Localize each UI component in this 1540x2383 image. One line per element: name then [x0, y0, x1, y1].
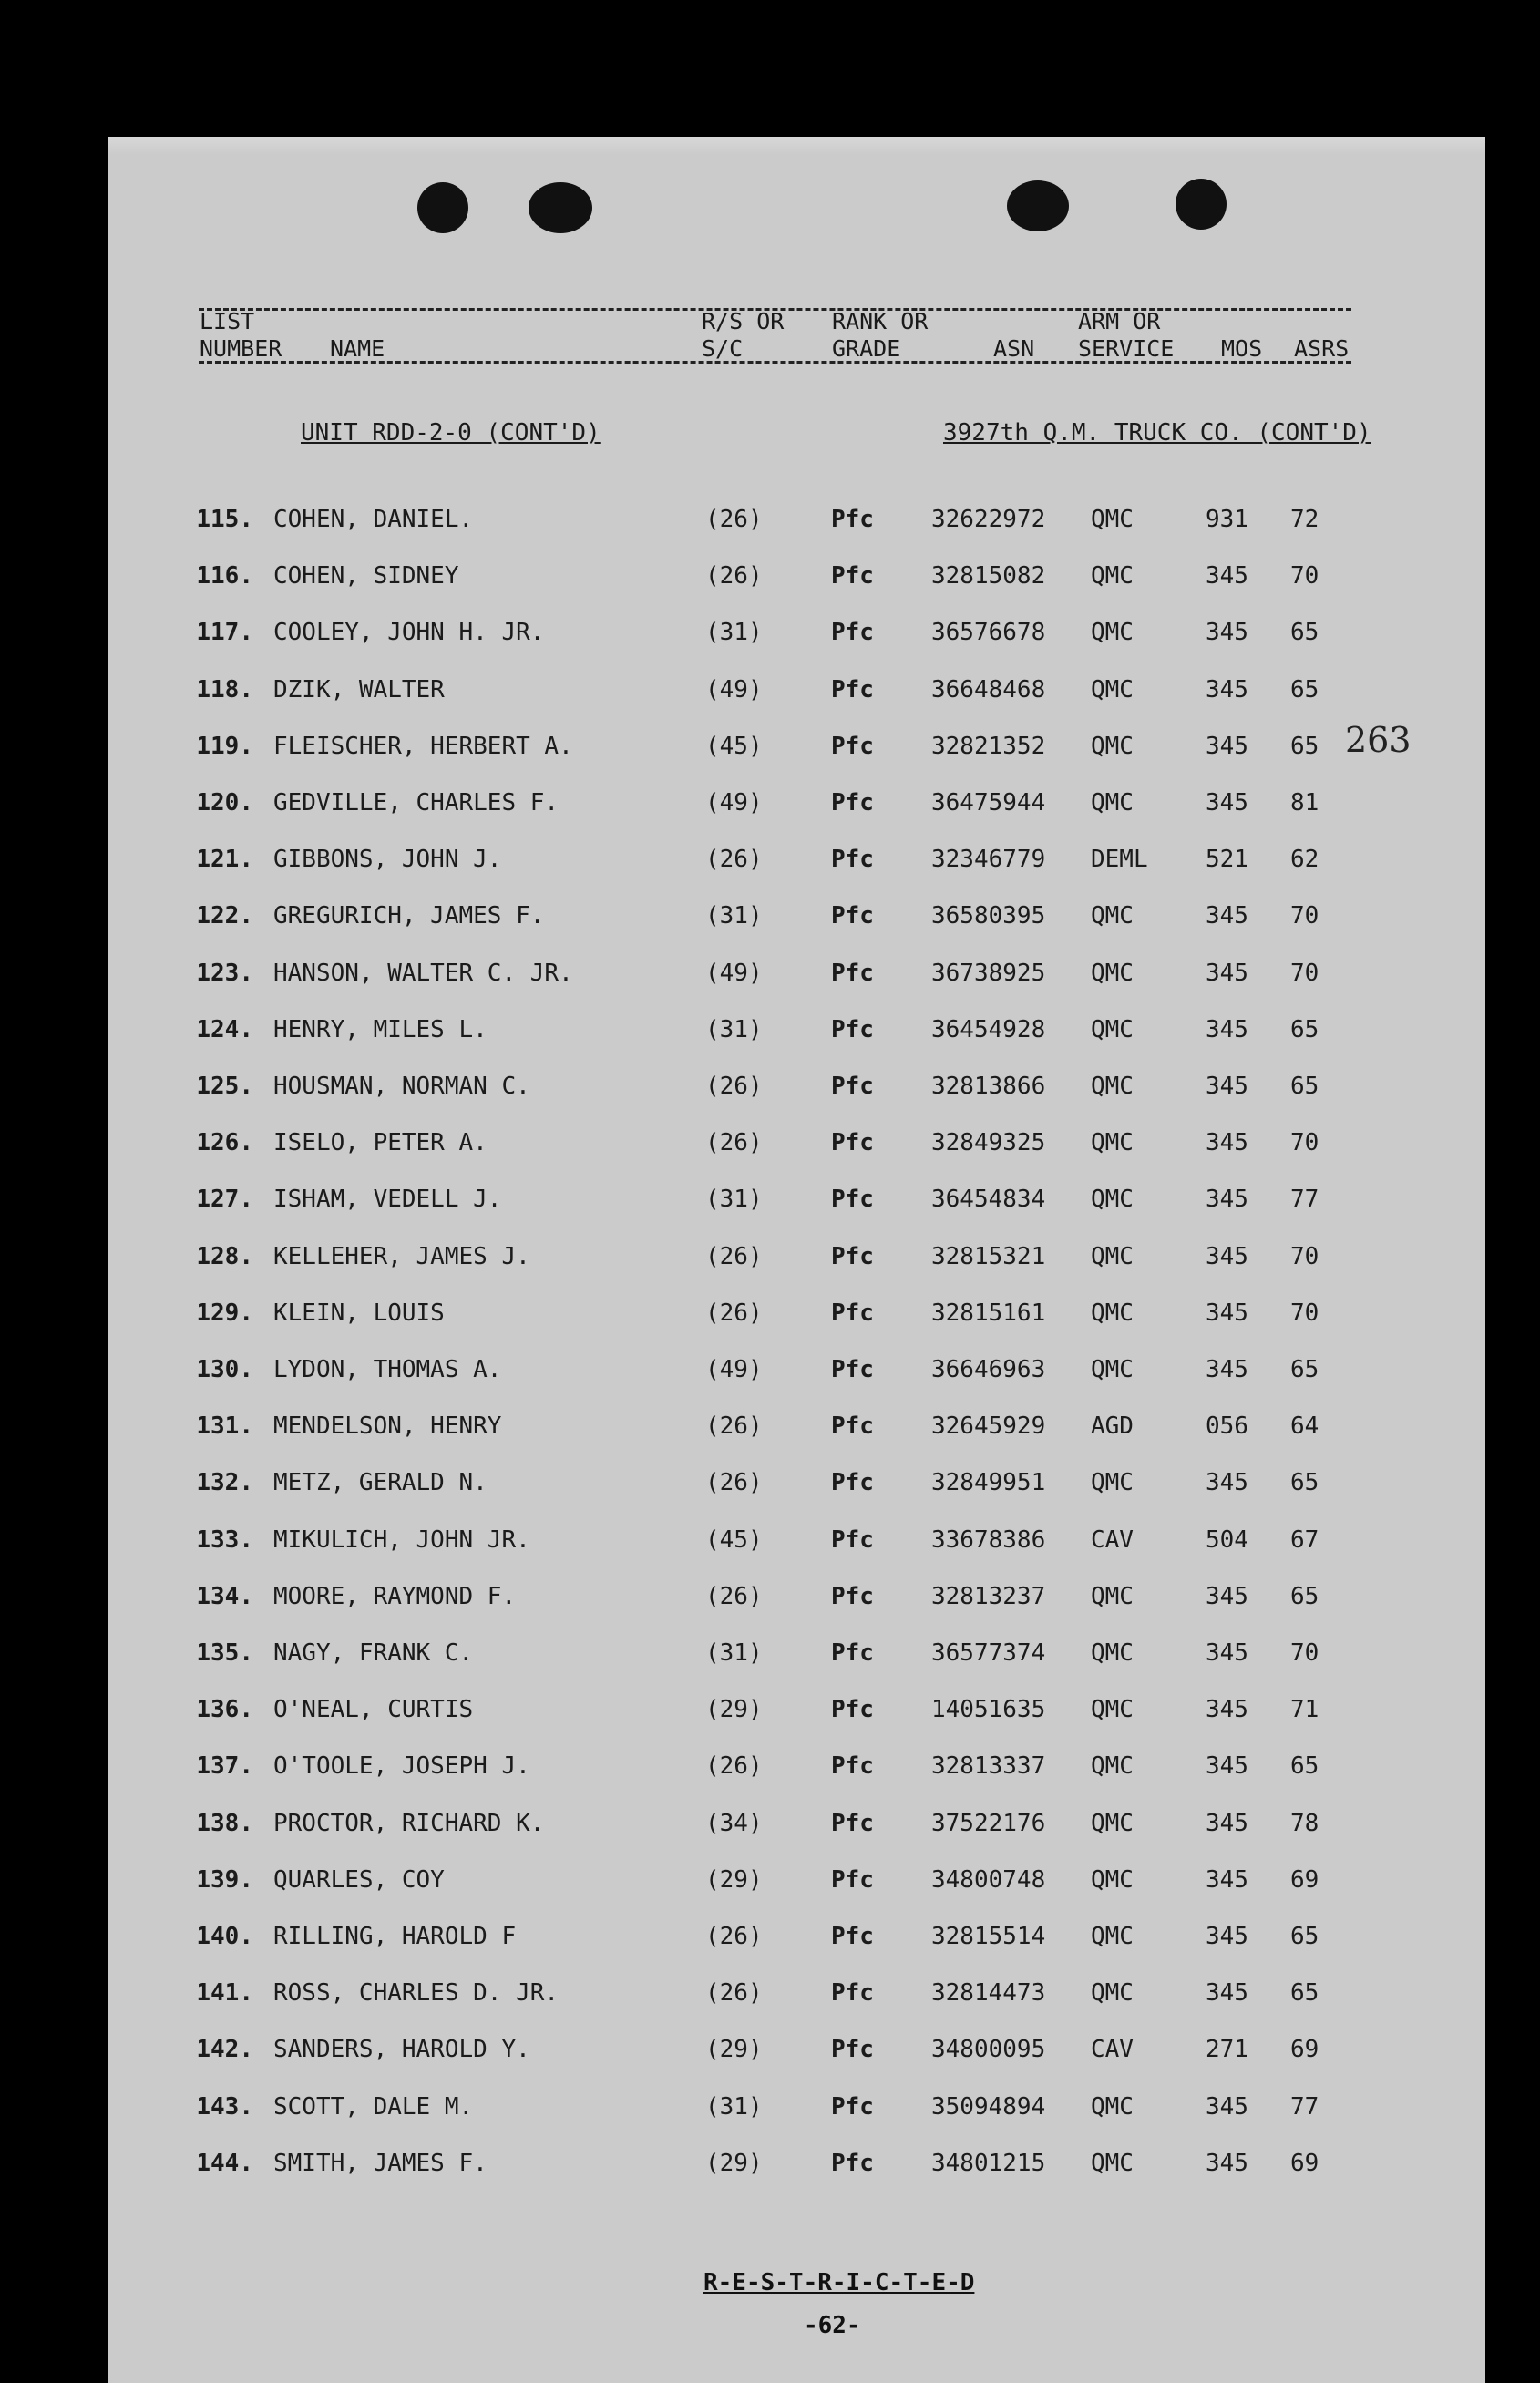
- row-rs: (26): [705, 1412, 763, 1440]
- row-asn: 32815082: [931, 562, 1046, 590]
- row-asrs: 65: [1290, 1752, 1319, 1780]
- row-number: 128.: [196, 1243, 253, 1270]
- row-rank: Pfc: [831, 733, 874, 760]
- row-service: QMC: [1091, 1129, 1134, 1156]
- row-rank: Pfc: [831, 1243, 874, 1270]
- table-row: [0, 1578, 1540, 1615]
- row-name: FLEISCHER, HERBERT A.: [273, 733, 573, 760]
- table-row: [0, 1068, 1540, 1104]
- row-rs: (26): [705, 1469, 763, 1496]
- row-mos: 345: [1206, 960, 1248, 987]
- row-name: GEDVILLE, CHARLES F.: [273, 789, 560, 817]
- margin-note: 263: [1345, 720, 1412, 760]
- row-asn: 34800748: [931, 1866, 1046, 1894]
- row-asrs: 70: [1290, 1299, 1319, 1327]
- row-rs: (26): [705, 1583, 763, 1610]
- row-rs: (31): [705, 1639, 763, 1667]
- row-service: QMC: [1091, 1752, 1134, 1780]
- row-asn: 36576678: [931, 619, 1046, 646]
- row-number: 141.: [196, 1979, 253, 2007]
- row-rank: Pfc: [831, 1696, 874, 1723]
- row-rank: Pfc: [831, 846, 874, 873]
- row-rs: (26): [705, 1073, 763, 1100]
- row-asn: 32815514: [931, 1923, 1046, 1950]
- row-mos: 345: [1206, 676, 1248, 704]
- row-rank: Pfc: [831, 1469, 874, 1496]
- row-mos: 345: [1206, 1356, 1248, 1383]
- row-number: 117.: [196, 619, 253, 646]
- row-asn: 37522176: [931, 1810, 1046, 1837]
- row-asn: 32815161: [931, 1299, 1046, 1327]
- row-mos: 345: [1206, 1073, 1248, 1100]
- row-asrs: 65: [1290, 1979, 1319, 2007]
- row-asrs: 62: [1290, 846, 1319, 873]
- row-asrs: 70: [1290, 1129, 1319, 1156]
- row-name: COHEN, SIDNEY: [273, 562, 459, 590]
- row-mos: 345: [1206, 1696, 1248, 1723]
- row-rs: (31): [705, 1016, 763, 1043]
- row-name: SMITH, JAMES F.: [273, 2150, 488, 2177]
- row-mos: 345: [1206, 1923, 1248, 1950]
- table-row: [0, 1918, 1540, 1955]
- restricted-stamp: R-E-S-T-R-I-C-T-E-D: [703, 2269, 975, 2296]
- row-number: 115.: [196, 506, 253, 533]
- row-asrs: 71: [1290, 1696, 1319, 1723]
- row-rank: Pfc: [831, 2036, 874, 2063]
- row-mos: 345: [1206, 902, 1248, 930]
- row-asn: 32849951: [931, 1469, 1046, 1496]
- header-asrs: ASRS: [1294, 335, 1350, 362]
- row-rank: Pfc: [831, 1356, 874, 1383]
- row-rank: Pfc: [831, 562, 874, 590]
- row-service: QMC: [1091, 1016, 1134, 1043]
- row-service: QMC: [1091, 1469, 1134, 1496]
- row-number: 134.: [196, 1583, 253, 1610]
- row-rank: Pfc: [831, 619, 874, 646]
- row-mos: 345: [1206, 1469, 1248, 1496]
- table-row: [0, 1181, 1540, 1217]
- row-name: ROSS, CHARLES D. JR.: [273, 1979, 560, 2007]
- row-number: 118.: [196, 676, 253, 704]
- table-row: [0, 672, 1540, 708]
- row-asn: 32814473: [931, 1979, 1046, 2007]
- header-arm-top: ARM OR: [1078, 308, 1161, 334]
- table-row: [0, 1522, 1540, 1558]
- row-service: QMC: [1091, 2150, 1134, 2177]
- row-rs: (29): [705, 1866, 763, 1894]
- row-name: METZ, GERALD N.: [273, 1469, 488, 1496]
- row-name: GREGURICH, JAMES F.: [273, 902, 545, 930]
- table-row: [0, 1464, 1540, 1501]
- row-name: MOORE, RAYMOND F.: [273, 1583, 517, 1610]
- row-rank: Pfc: [831, 1923, 874, 1950]
- row-rank: Pfc: [831, 676, 874, 704]
- row-rs: (49): [705, 789, 763, 817]
- row-asrs: 65: [1290, 733, 1319, 760]
- punch-hole: [1176, 179, 1227, 230]
- row-rank: Pfc: [831, 789, 874, 817]
- row-asn: 36577374: [931, 1639, 1046, 1667]
- row-service: QMC: [1091, 1639, 1134, 1667]
- row-asn: 34800095: [931, 2036, 1046, 2063]
- row-asn: 36475944: [931, 789, 1046, 817]
- row-name: KLEIN, LOUIS: [273, 1299, 445, 1327]
- row-asrs: 72: [1290, 506, 1319, 533]
- row-name: O'NEAL, CURTIS: [273, 1696, 474, 1723]
- row-rank: Pfc: [831, 2093, 874, 2121]
- row-name: COOLEY, JOHN H. JR.: [273, 619, 545, 646]
- row-service: QMC: [1091, 1979, 1134, 2007]
- row-asrs: 65: [1290, 1923, 1319, 1950]
- row-asrs: 70: [1290, 1243, 1319, 1270]
- row-number: 131.: [196, 1412, 253, 1440]
- row-rank: Pfc: [831, 1016, 874, 1043]
- row-rs: (26): [705, 1923, 763, 1950]
- punch-hole: [417, 182, 468, 233]
- row-rs: (26): [705, 1243, 763, 1270]
- row-rank: Pfc: [831, 902, 874, 930]
- punch-hole: [529, 182, 592, 233]
- row-service: QMC: [1091, 789, 1134, 817]
- row-service: QMC: [1091, 1696, 1134, 1723]
- table-row: [0, 1295, 1540, 1331]
- row-asrs: 77: [1290, 1186, 1319, 1213]
- row-number: 120.: [196, 789, 253, 817]
- row-service: QMC: [1091, 676, 1134, 704]
- row-service: QMC: [1091, 1866, 1134, 1894]
- row-rank: Pfc: [831, 506, 874, 533]
- row-asn: 34801215: [931, 2150, 1046, 2177]
- header-mos: MOS: [1221, 335, 1263, 362]
- row-mos: 345: [1206, 562, 1248, 590]
- header-rank-top: RANK OR: [832, 308, 929, 334]
- row-number: 129.: [196, 1299, 253, 1327]
- row-asrs: 78: [1290, 1810, 1319, 1837]
- row-asn: 32813337: [931, 1752, 1046, 1780]
- row-rs: (26): [705, 1129, 763, 1156]
- row-number: 142.: [196, 2036, 253, 2063]
- row-name: MIKULICH, JOHN JR.: [273, 1526, 530, 1554]
- row-asrs: 65: [1290, 1583, 1319, 1610]
- header-list: LIST: [200, 308, 255, 334]
- row-rs: (31): [705, 2093, 763, 2121]
- row-rs: (45): [705, 733, 763, 760]
- row-rs: (29): [705, 1696, 763, 1723]
- row-mos: 345: [1206, 1583, 1248, 1610]
- row-service: QMC: [1091, 506, 1134, 533]
- row-asrs: 65: [1290, 1073, 1319, 1100]
- row-mos: 345: [1206, 1639, 1248, 1667]
- row-number: 137.: [196, 1752, 253, 1780]
- row-rank: Pfc: [831, 2150, 874, 2177]
- row-rs: (31): [705, 1186, 763, 1213]
- row-service: QMC: [1091, 960, 1134, 987]
- table-row: [0, 1635, 1540, 1671]
- row-asn: 36454834: [931, 1186, 1046, 1213]
- row-asrs: 69: [1290, 1866, 1319, 1894]
- row-name: ISHAM, VEDELL J.: [273, 1186, 502, 1213]
- row-asn: 36648468: [931, 676, 1046, 704]
- row-rank: Pfc: [831, 1979, 874, 2007]
- row-number: 139.: [196, 1866, 253, 1894]
- table-row: [0, 1408, 1540, 1444]
- row-name: O'TOOLE, JOSEPH J.: [273, 1752, 530, 1780]
- row-name: LYDON, THOMAS A.: [273, 1356, 502, 1383]
- row-number: 126.: [196, 1129, 253, 1156]
- table-row: [0, 501, 1540, 538]
- row-asrs: 70: [1290, 902, 1319, 930]
- row-name: COHEN, DANIEL.: [273, 506, 474, 533]
- table-row: [0, 1975, 1540, 2011]
- row-service: CAV: [1091, 1526, 1134, 1554]
- row-mos: 345: [1206, 1810, 1248, 1837]
- header-rs-bottom: S/C: [702, 335, 744, 362]
- row-rs: (29): [705, 2036, 763, 2063]
- unit-title-left: UNIT RDD-2-0 (CONT'D): [301, 419, 601, 447]
- row-service: QMC: [1091, 1186, 1134, 1213]
- row-asn: 32815321: [931, 1243, 1046, 1270]
- row-asrs: 70: [1290, 960, 1319, 987]
- row-asn: 32645929: [931, 1412, 1046, 1440]
- row-asrs: 65: [1290, 1356, 1319, 1383]
- row-name: QUARLES, COY: [273, 1866, 445, 1894]
- row-service: QMC: [1091, 1810, 1134, 1837]
- row-number: 133.: [196, 1526, 253, 1554]
- row-asn: 33678386: [931, 1526, 1046, 1554]
- row-name: PROCTOR, RICHARD K.: [273, 1810, 545, 1837]
- header-arm-bottom: SERVICE: [1078, 335, 1175, 362]
- row-mos: 931: [1206, 506, 1248, 533]
- row-service: QMC: [1091, 902, 1134, 930]
- row-asrs: 65: [1290, 619, 1319, 646]
- row-rs: (31): [705, 902, 763, 930]
- page-top-edge: [108, 137, 1485, 155]
- table-row: [0, 1805, 1540, 1842]
- row-rs: (26): [705, 846, 763, 873]
- row-asn: 14051635: [931, 1696, 1046, 1723]
- table-row: [0, 2089, 1540, 2125]
- row-name: HOUSMAN, NORMAN C.: [273, 1073, 530, 1100]
- row-name: DZIK, WALTER: [273, 676, 445, 704]
- row-rank: Pfc: [831, 1186, 874, 1213]
- row-name: HANSON, WALTER C. JR.: [273, 960, 573, 987]
- row-asn: 36580395: [931, 902, 1046, 930]
- row-name: SCOTT, DALE M.: [273, 2093, 474, 2121]
- row-mos: 345: [1206, 733, 1248, 760]
- row-asn: 36646963: [931, 1356, 1046, 1383]
- row-name: ISELO, PETER A.: [273, 1129, 488, 1156]
- row-service: AGD: [1091, 1412, 1134, 1440]
- row-service: QMC: [1091, 733, 1134, 760]
- row-name: NAGY, FRANK C.: [273, 1639, 474, 1667]
- table-row: [0, 1238, 1540, 1275]
- row-rank: Pfc: [831, 1639, 874, 1667]
- table-row: [0, 1691, 1540, 1728]
- row-name: MENDELSON, HENRY: [273, 1412, 502, 1440]
- row-mos: 345: [1206, 1979, 1248, 2007]
- row-service: CAV: [1091, 2036, 1134, 2063]
- row-number: 122.: [196, 902, 253, 930]
- row-rs: (26): [705, 562, 763, 590]
- table-row: [0, 2031, 1540, 2068]
- row-mos: 345: [1206, 1299, 1248, 1327]
- table-row: [0, 1748, 1540, 1784]
- row-asrs: 65: [1290, 1469, 1319, 1496]
- table-row: [0, 955, 1540, 991]
- row-service: QMC: [1091, 1243, 1134, 1270]
- row-number: 143.: [196, 2093, 253, 2121]
- row-asrs: 65: [1290, 676, 1319, 704]
- row-mos: 345: [1206, 1016, 1248, 1043]
- header-rs-top: R/S OR: [702, 308, 785, 334]
- table-row: [0, 558, 1540, 594]
- row-rank: Pfc: [831, 1526, 874, 1554]
- row-asn: 35094894: [931, 2093, 1046, 2121]
- table-row: [0, 1862, 1540, 1898]
- row-asrs: 67: [1290, 1526, 1319, 1554]
- row-asrs: 69: [1290, 2150, 1319, 2177]
- row-rank: Pfc: [831, 1866, 874, 1894]
- row-service: QMC: [1091, 2093, 1134, 2121]
- row-asrs: 70: [1290, 562, 1319, 590]
- row-rs: (26): [705, 1979, 763, 2007]
- row-number: 124.: [196, 1016, 253, 1043]
- row-mos: 345: [1206, 1243, 1248, 1270]
- row-name: RILLING, HAROLD F: [273, 1923, 517, 1950]
- row-rs: (49): [705, 1356, 763, 1383]
- row-asrs: 81: [1290, 789, 1319, 817]
- row-number: 130.: [196, 1356, 253, 1383]
- row-asrs: 70: [1290, 1639, 1319, 1667]
- table-row: [0, 614, 1540, 651]
- row-rs: (26): [705, 1299, 763, 1327]
- row-asn: 36454928: [931, 1016, 1046, 1043]
- row-asrs: 64: [1290, 1412, 1319, 1440]
- table-row: [0, 1351, 1540, 1388]
- row-number: 116.: [196, 562, 253, 590]
- row-asrs: 65: [1290, 1016, 1319, 1043]
- page-number: -62-: [804, 2312, 861, 2339]
- row-number: 125.: [196, 1073, 253, 1100]
- row-rank: Pfc: [831, 1752, 874, 1780]
- row-rs: (26): [705, 506, 763, 533]
- row-rs: (34): [705, 1810, 763, 1837]
- row-asrs: 69: [1290, 2036, 1319, 2063]
- row-mos: 345: [1206, 1186, 1248, 1213]
- row-mos: 271: [1206, 2036, 1248, 2063]
- row-number: 119.: [196, 733, 253, 760]
- row-asrs: 77: [1290, 2093, 1319, 2121]
- row-number: 121.: [196, 846, 253, 873]
- row-name: HENRY, MILES L.: [273, 1016, 488, 1043]
- row-service: QMC: [1091, 1583, 1134, 1610]
- row-service: QMC: [1091, 619, 1134, 646]
- row-service: QMC: [1091, 1356, 1134, 1383]
- row-asn: 32813237: [931, 1583, 1046, 1610]
- row-mos: 345: [1206, 789, 1248, 817]
- row-asn: 32346779: [931, 846, 1046, 873]
- row-rank: Pfc: [831, 960, 874, 987]
- row-rank: Pfc: [831, 1810, 874, 1837]
- row-number: 144.: [196, 2150, 253, 2177]
- row-name: KELLEHER, JAMES J.: [273, 1243, 530, 1270]
- row-service: QMC: [1091, 1923, 1134, 1950]
- table-row: [0, 2145, 1540, 2182]
- row-mos: 345: [1206, 1866, 1248, 1894]
- row-number: 132.: [196, 1469, 253, 1496]
- table-row: [0, 1012, 1540, 1048]
- row-mos: 521: [1206, 846, 1248, 873]
- header-asn: ASN: [993, 335, 1035, 362]
- row-mos: 345: [1206, 2093, 1248, 2121]
- table-row: [0, 898, 1540, 934]
- row-number: 138.: [196, 1810, 253, 1837]
- row-mos: 345: [1206, 2150, 1248, 2177]
- header-rank-bottom: GRADE: [832, 335, 901, 362]
- row-asn: 32813866: [931, 1073, 1046, 1100]
- unit-title-right: 3927th Q.M. TRUCK CO. (CONT'D): [943, 419, 1371, 447]
- row-mos: 345: [1206, 1129, 1248, 1156]
- table-row: [0, 1125, 1540, 1161]
- table-row: [0, 728, 1540, 765]
- row-service: QMC: [1091, 1299, 1134, 1327]
- row-asn: 32849325: [931, 1129, 1046, 1156]
- row-number: 136.: [196, 1696, 253, 1723]
- row-number: 135.: [196, 1639, 253, 1667]
- row-mos: 345: [1206, 619, 1248, 646]
- punch-hole: [1007, 180, 1069, 231]
- row-rs: (49): [705, 676, 763, 704]
- row-mos: 504: [1206, 1526, 1248, 1554]
- table-row: [0, 841, 1540, 878]
- row-asn: 36738925: [931, 960, 1046, 987]
- row-rs: (31): [705, 619, 763, 646]
- row-service: DEML: [1091, 846, 1148, 873]
- table-row: [0, 785, 1540, 821]
- header-number: NUMBER: [200, 335, 282, 362]
- row-rank: Pfc: [831, 1073, 874, 1100]
- row-service: QMC: [1091, 562, 1134, 590]
- row-mos: 345: [1206, 1752, 1248, 1780]
- row-asn: 32821352: [931, 733, 1046, 760]
- row-rs: (29): [705, 2150, 763, 2177]
- row-number: 123.: [196, 960, 253, 987]
- row-number: 127.: [196, 1186, 253, 1213]
- row-rank: Pfc: [831, 1583, 874, 1610]
- row-name: SANDERS, HAROLD Y.: [273, 2036, 530, 2063]
- row-rank: Pfc: [831, 1412, 874, 1440]
- row-rs: (26): [705, 1752, 763, 1780]
- row-service: QMC: [1091, 1073, 1134, 1100]
- row-number: 140.: [196, 1923, 253, 1950]
- row-rank: Pfc: [831, 1129, 874, 1156]
- header-name: NAME: [330, 335, 385, 362]
- header-rule-bottom: [199, 361, 1351, 364]
- row-rs: (49): [705, 960, 763, 987]
- row-mos: 056: [1206, 1412, 1248, 1440]
- row-rs: (45): [705, 1526, 763, 1554]
- row-name: GIBBONS, JOHN J.: [273, 846, 502, 873]
- row-asn: 32622972: [931, 506, 1046, 533]
- row-rank: Pfc: [831, 1299, 874, 1327]
